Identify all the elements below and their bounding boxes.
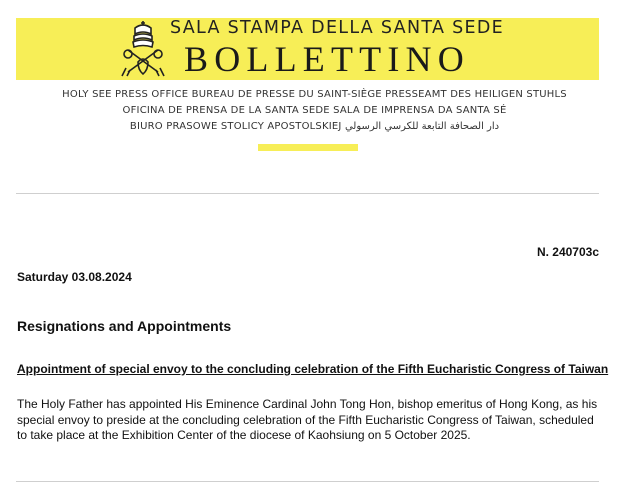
office-names xyxy=(0,87,629,135)
accent-bar xyxy=(258,144,358,151)
bulletin-number: N. 240703c xyxy=(536,245,599,259)
bulletin-title: BOLLETTINO xyxy=(184,39,470,79)
press-office-name: SALA STAMPA DELLA SANTA SEDE xyxy=(170,18,504,38)
office-line-2: OFICINA DE PRENSA DE LA SANTA SEDE SALA DE IMPRENSA DA SANTA SÉ xyxy=(122,105,507,116)
office-line-1: HOLY SEE PRESS OFFICE BUREAU DE PRESSE DU SAINT-SIÈGE PRESSEAMT DES HEILIGEN STUHLS xyxy=(62,89,567,100)
section-heading: Resignations and Appointments xyxy=(17,318,232,334)
divider-top xyxy=(16,193,599,194)
office-line-3: BIURO PRASOWE STOLICY APOSTOLSKIEJ دار الصحافة التابعة للكرسي الرسولي xyxy=(129,121,500,132)
article-body: The Holy Father has appointed His Eminence Cardinal John Tong Hon, bishop emeritus of Hong Kong, as his special envoy to preside at the concluding celebration of the Fifth Eucharistic Congress of Taiwan, scheduled to take place at the Exhibition Center of the diocese of Kaohsiung on 5 October 2025. xyxy=(17,397,598,442)
article-headline-link[interactable]: Appointment of special envoy to the concluding celebration of the Fifth Eucharistic Congress of Taiwan xyxy=(17,362,609,376)
divider-bottom xyxy=(16,481,599,482)
bulletin-date: Saturday 03.08.2024 xyxy=(17,270,132,284)
papal-coat-of-arms-icon xyxy=(118,18,168,78)
